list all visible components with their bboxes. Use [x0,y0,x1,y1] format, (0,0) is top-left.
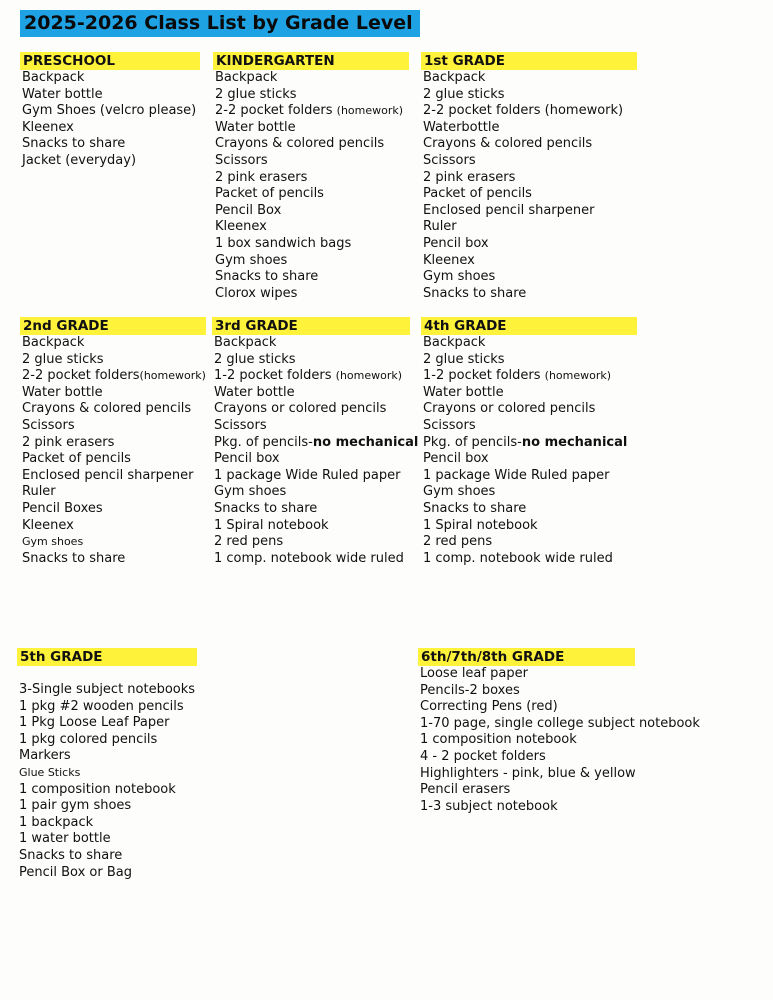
list-item: Kleenex [22,119,74,135]
supply-list [421,335,637,567]
list-item: Kleenex [215,219,267,235]
list-item: Pencil Box or Bag [19,864,132,880]
list-item: Snacks to share [423,285,527,301]
list-item: Correcting Pens (red) [420,699,558,715]
list-item: Gym shoes [423,484,496,500]
list-item: Pencil Box [215,202,282,218]
section-header: 1st GRADE [421,52,637,70]
supply-list [418,666,700,815]
grade4-section [421,317,637,567]
list-item: 1-70 page, single college subject notebook [420,715,700,731]
list-item: Backpack [214,335,277,350]
list-item: 2 glue sticks [423,351,505,367]
list-item: Water bottle [214,384,295,400]
list-item: Snacks to share [22,550,126,566]
item-text: Pkg. of pencils- [214,434,313,450]
list-item: 1 pair gym shoes [19,798,132,814]
list-item: Gym shoes [22,535,84,549]
list-item: Waterbottle [423,119,500,135]
list-item: Pencil erasers [420,782,511,798]
list-item: 1 Spiral notebook [423,517,538,533]
list-item: Scissors [423,417,476,433]
list-item: Backpack [423,70,486,85]
list-item: 3-Single subject notebooks [19,682,196,697]
list-item: 2 glue sticks [423,86,505,102]
list-item: Jacket (everyday) [22,152,137,168]
item-text: 2-2 pocket folders [215,103,333,119]
list-item: Snacks to share [22,136,126,152]
list-item: Markers [19,748,71,764]
list-item: Scissors [22,417,75,433]
list-item: Kleenex [423,252,475,268]
section-header: 4th GRADE [421,317,637,335]
list-item: Crayons & colored pencils [215,136,385,152]
list-item: 1 Spiral notebook [214,517,329,533]
section-header: 3rd GRADE [212,317,410,335]
list-item: Loose leaf paper [420,666,528,681]
list-item: Backpack [423,335,486,350]
list-item: Gym shoes [423,269,496,285]
list-item: Backpack [215,70,278,85]
list-item [421,368,637,385]
list-item [213,103,409,120]
list-item: 1 package Wide Ruled paper [214,467,401,483]
list-item [212,435,418,452]
grade5-section [17,648,197,881]
grade678-section [418,648,700,815]
page-title: 2025-2026 Class List by Grade Level [20,10,420,37]
list-item [212,368,418,385]
list-item: 1 comp. notebook wide ruled [214,550,404,566]
grade1-section [421,52,637,302]
section-header: KINDERGARTEN [213,52,409,70]
list-item: 1 backpack [19,814,94,830]
list-item: 1 water bottle [19,831,111,847]
item-text: 1-2 pocket folders [214,368,332,384]
list-item: 2 pink erasers [215,169,308,185]
item-note: (homework) [335,369,403,383]
list-item: Snacks to share [215,269,319,285]
item-text: 1-2 pocket folders [423,368,541,384]
list-item: Clorox wipes [215,285,298,301]
list-item: Gym shoes [215,252,288,268]
list-item: 2 red pens [214,534,284,550]
list-item: Glue Sticks [19,765,81,779]
grade3-section [212,317,418,567]
section-header: 2nd GRADE [20,317,206,335]
supply-list [20,70,200,170]
list-item: Pencil Boxes [22,500,103,516]
list-item: 2 glue sticks [22,351,104,367]
list-item: Backpack [22,335,85,350]
item-emphasis: no mechanical [521,434,628,450]
supply-list [212,335,418,567]
kindergarten-section [213,52,409,302]
list-item: Pencil box [214,451,280,467]
list-item: Ruler [22,484,56,500]
supply-list [17,682,197,881]
list-item: Enclosed pencil sharpener [22,467,194,483]
section-header: 6th/7th/8th GRADE [418,648,635,666]
list-item: Packet of pencils [423,186,532,202]
list-item: Enclosed pencil sharpener [423,202,595,218]
list-item: Water bottle [423,384,504,400]
list-item: Kleenex [22,517,74,533]
list-item: 1 composition notebook [19,781,176,797]
item-note: (homework) [336,104,404,118]
grade2-section [20,317,206,567]
list-item: Highlighters - pink, blue & yellow [420,765,636,781]
list-item: Water bottle [22,384,103,400]
list-item: 2 glue sticks [215,86,297,102]
list-item: 1-3 subject notebook [420,798,558,814]
supply-list [20,335,206,567]
list-item: Pencil box [423,451,489,467]
list-item: 1 comp. notebook wide ruled [423,550,613,566]
list-item: Ruler [423,219,457,235]
list-item: 1 box sandwich bags [215,235,352,251]
preschool-section [20,52,200,170]
list-item: Pencil box [423,235,489,251]
list-item: 1 pkg colored pencils [19,731,158,747]
list-item: 1 package Wide Ruled paper [423,467,610,483]
item-note: (homework) [544,369,612,383]
section-header: 5th GRADE [17,648,197,666]
list-item: 1 composition notebook [420,732,577,748]
list-item: Pencils-2 boxes [420,682,520,698]
item-text: 2-2 pocket folders [22,368,140,384]
list-item: Crayons or colored pencils [423,401,596,417]
list-item: Scissors [423,152,476,168]
supply-list [421,70,637,302]
list-item: Snacks to share [19,847,123,863]
section-header: PRESCHOOL [20,52,200,70]
list-item: Backpack [22,70,85,85]
list-item: Water bottle [215,119,296,135]
list-item: 1 Pkg Loose Leaf Paper [19,715,170,731]
list-item: 2 pink erasers [22,434,115,450]
list-item: 1 pkg #2 wooden pencils [19,698,184,714]
list-item: Packet of pencils [22,451,131,467]
list-item: 2 glue sticks [214,351,296,367]
list-item: 2 red pens [423,534,493,550]
list-item: Crayons & colored pencils [423,136,593,152]
list-item: Gym Shoes (velcro please) [22,103,197,119]
list-item: 2 pink erasers [423,169,516,185]
list-item: Packet of pencils [215,186,324,202]
supply-list [213,70,409,302]
list-item: Scissors [215,152,268,168]
item-text: Pkg. of pencils- [423,434,522,450]
list-item: Gym shoes [214,484,287,500]
list-item [20,368,206,385]
list-item: Water bottle [22,86,103,102]
list-item: 2-2 pocket folders (homework) [423,103,624,119]
list-item: 4 - 2 pocket folders [420,748,546,764]
list-item: Snacks to share [214,500,318,516]
list-item: Scissors [214,417,267,433]
list-item: Snacks to share [423,500,527,516]
list-item: Crayons or colored pencils [214,401,387,417]
item-note: (homework) [139,369,206,383]
list-item: Crayons & colored pencils [22,401,192,417]
list-item [421,435,637,452]
item-emphasis: no mechanical [312,434,419,450]
